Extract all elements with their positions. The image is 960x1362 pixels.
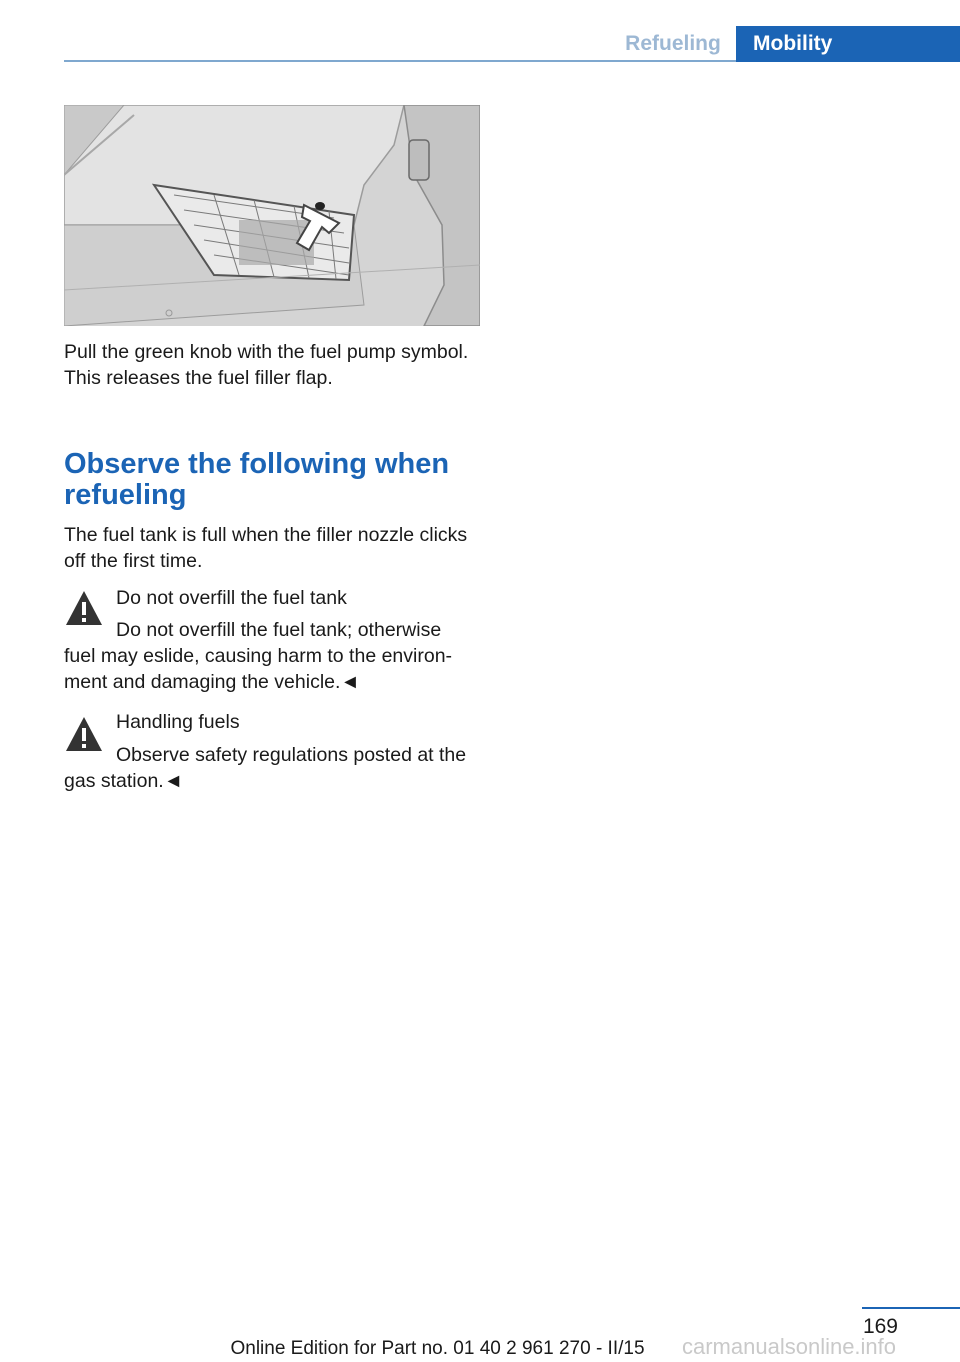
footer-rule xyxy=(862,1307,960,1309)
section-heading-line-2: refueling xyxy=(64,479,187,511)
header-section-label: Refueling xyxy=(625,32,721,55)
section-paragraph-line-2: off the first time. xyxy=(64,550,203,572)
warning-1-line-3: ment and damaging the vehicle.◄ xyxy=(64,671,360,693)
section-paragraph xyxy=(64,522,484,574)
warning-1-line-2: fuel may eslide, causing harm to the environ- xyxy=(64,645,453,667)
warning-2-body xyxy=(64,742,484,794)
intro-line-2: This releases the fuel filler flap. xyxy=(64,367,333,389)
section-heading xyxy=(64,449,484,511)
warning-2-title: Handling fuels xyxy=(116,711,240,733)
watermark: carmanualsonline.info xyxy=(682,1334,897,1359)
section-heading-line-1: Observe the following when xyxy=(64,448,450,480)
section-paragraph-line-1: The fuel tank is full when the filler nozzle clicks xyxy=(64,524,468,546)
trunk-illustration-svg xyxy=(64,105,480,326)
edition-text: Online Edition for Part no. 01 40 2 961 270 - II/15 xyxy=(230,1338,645,1359)
trunk-fuel-flap-illustration xyxy=(64,105,480,326)
intro-text xyxy=(64,339,484,391)
warning-1-body xyxy=(64,617,484,695)
header-chapter-tab: Mobility xyxy=(736,26,960,62)
warning-1-title: Do not overfill the fuel tank xyxy=(116,587,347,609)
page-number: 169 xyxy=(862,1315,898,1338)
warning-2-line-1: Observe safety regulations posted at the xyxy=(116,744,467,766)
warning-2-line-2: gas station.◄ xyxy=(64,770,184,792)
warning-1-line-1: Do not overfill the fuel tank; otherwise xyxy=(116,619,442,641)
intro-line-1: Pull the green knob with the fuel pump symbol. xyxy=(64,341,469,363)
